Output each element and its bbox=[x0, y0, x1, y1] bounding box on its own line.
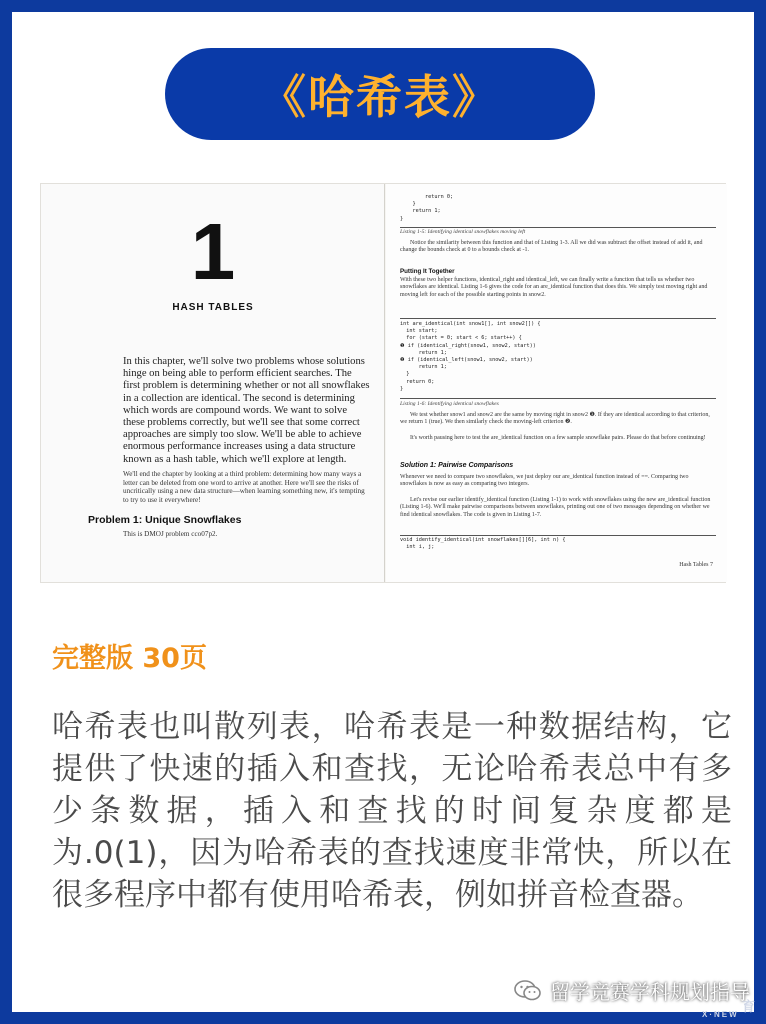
subtitle: 完整版 30页 bbox=[52, 643, 207, 674]
watermark-text: 留学竞赛学科规划指导 bbox=[550, 980, 750, 1004]
book-right-page bbox=[386, 184, 727, 582]
paragraph-4: It's worth pausing here to test the are_identical function on a few sample snowflake pairs. Please do that before continuing! bbox=[410, 435, 706, 441]
code-block-2: int are_identical(int snow1[], int snow2[]) { int start; for (start = 0; start < 6; start++) { ❶ if (identical_right(snow1, snow2, start)) return 1; ❷ if (identical_left(snow1, snow2, start)) return 1; } return 0; } bbox=[400, 321, 541, 392]
description-text: 哈希表也叫散列表，哈希表是一种数据结构，它提供了快速的插入和查找，无论哈希表总中有多少条数据，插入和查找的时间复杂度都是为.0(1)，因为哈希表的查找速度非常快，所以在很多程序中都有使用哈希表，例如拼音检查器。 bbox=[52, 709, 732, 913]
divider bbox=[400, 318, 716, 319]
book-spread-image bbox=[40, 183, 726, 583]
paragraph-5: Whenever we need to compare two snowflakes, we just deploy our are_identical function instead of ==. Comparing two snowflakes is now as easy as comparing two integers. bbox=[400, 474, 689, 488]
logo-text: X·NEW bbox=[702, 1010, 739, 1019]
paragraph-1: Notice the similarity between this function and that of Listing 1-3. All we did was subtract the offset instead of add it, and change the bounds check at 0 to a bounds check at -1. bbox=[400, 240, 703, 254]
chapter-title: HASH TABLES bbox=[172, 302, 254, 313]
code-block-3: void identify_identical(int snowflakes[][6], int n) { int i, j; bbox=[400, 537, 566, 551]
divider bbox=[400, 398, 716, 399]
paragraph-2: With these two helper functions, identical_right and identical_left, we can finally write a function that tells us whether two snowflakes are identical. Listing 1-6 gives the code for an are_identical function that does this. We simply test moving right and moving left for each of the possible starting points in snow2. bbox=[400, 277, 708, 298]
problem-subtext: This is DMOJ problem cco07p2. bbox=[123, 530, 218, 538]
divider bbox=[400, 227, 716, 228]
page-folio: Hash Tables 7 bbox=[679, 562, 713, 568]
chapter-intro: In this chapter, we'll solve two problems whose solutions hinge on being able to perform efficient searches. The first problem is determining whether or not all snowflakes in a collection are identical. The second is determining which words are compound words. We want to solve these problems correctly, but we'll see that some correct approaches are simply too slow. We'll be able to achieve enormous performance increases using a data structure known as a hash table, which we'll explore at length. bbox=[123, 356, 370, 465]
book-left-page bbox=[41, 184, 385, 582]
paragraph-6: Let's revise our earlier identify_identical function (Listing 1-1) to work with snowflakes using the new are_identical function (Listing 1-6). We'll make pairwise comparisons between snowflakes, printing out one of two messages depending on whether we find identical snowflakes. The code is given in Listing 1-7. bbox=[400, 497, 711, 518]
chapter-number: 1 bbox=[190, 207, 236, 296]
listing-caption-1: Listing 1-5: Identifying identical snowflakes moving left bbox=[400, 229, 526, 235]
code-block-1: return 0; } return 1; } bbox=[400, 194, 454, 222]
section-heading-1: Putting It Together bbox=[400, 268, 455, 275]
paragraph-3: We test whether snow1 and snow2 are the same by moving right in snow2 ❶. If they are identical according to that criterion, we return 1 (true). We then similarly check the moving-left criterion ❷. bbox=[400, 412, 710, 426]
title-banner bbox=[165, 48, 595, 140]
listing-caption-2: Listing 1-6: Identifying identical snowflakes bbox=[400, 401, 499, 407]
chapter-intro-2: We'll end the chapter by looking at a third problem: determining how many ways a letter can be deleted from one word to arrive at another. Here we'll see the risks of uncritically using a new data structure—when learning something new, it's tempting to try to use it everywhere! bbox=[123, 470, 365, 504]
wechat-icon bbox=[514, 980, 542, 1002]
section-heading-2: Solution 1: Pairwise Comparisons bbox=[400, 462, 514, 469]
divider bbox=[400, 535, 716, 536]
problem-heading: Problem 1: Unique Snowflakes bbox=[88, 514, 242, 526]
corner-logo bbox=[690, 996, 754, 1024]
page-title: 《哈希表》 bbox=[260, 70, 500, 124]
logo-char: 育 bbox=[742, 999, 756, 1014]
